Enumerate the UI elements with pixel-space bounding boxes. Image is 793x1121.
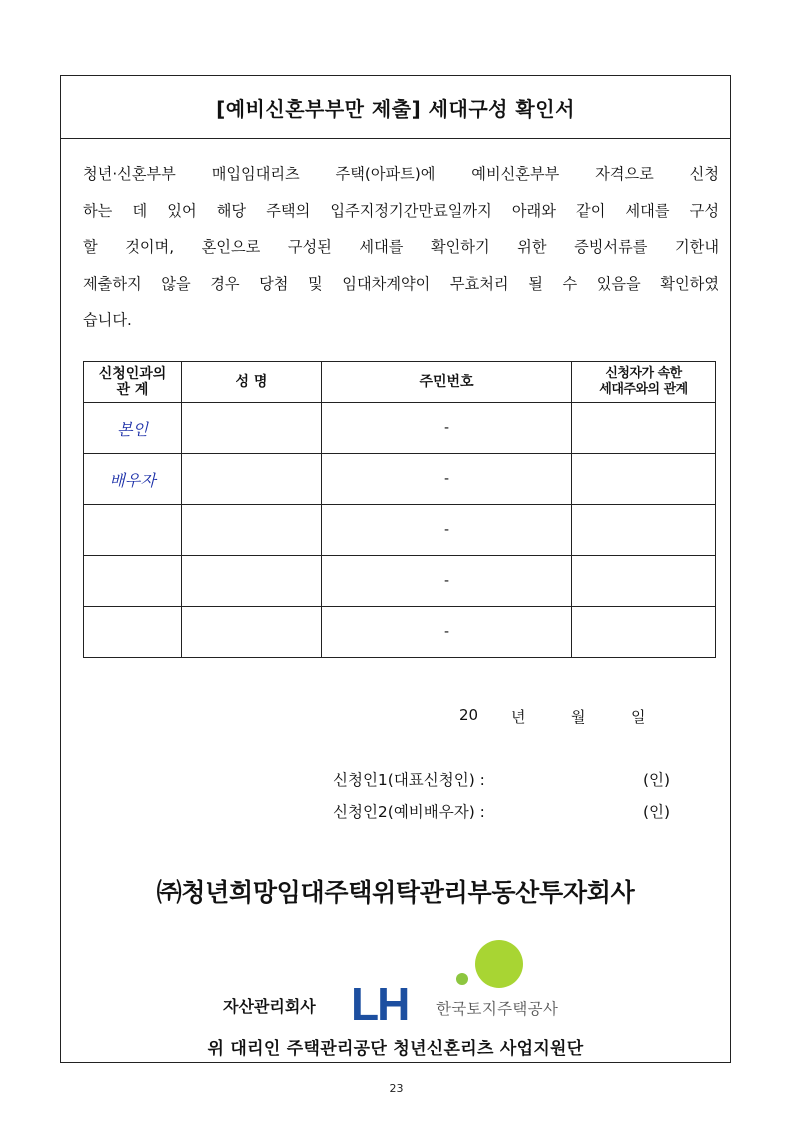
page-number: 23: [389, 1082, 404, 1095]
household-table: [83, 361, 716, 658]
date-day-label: 일: [631, 708, 646, 726]
document-title: [예비신혼부부만 제출] 세대구성 확인서: [216, 96, 575, 121]
date-century: 20: [459, 706, 479, 724]
applicant-2-label: 신청인2(예비배우자) :: [333, 803, 485, 821]
resident-number-cell[interactable]: -: [322, 607, 572, 658]
declaration-line: 하는 데 있어 해당 주택의 입주지정기간만료일까지 아래와 같이 세대를 구성: [83, 201, 719, 220]
household-relation-cell[interactable]: [572, 556, 716, 607]
header-resident-number: 주민번호: [322, 362, 572, 403]
applicant-2-seal: (인): [643, 803, 671, 821]
name-cell[interactable]: [182, 505, 322, 556]
header-household-relation: [572, 362, 716, 403]
table-row: [84, 556, 716, 607]
signature-date: [459, 706, 646, 727]
resident-number-cell[interactable]: -: [322, 403, 572, 454]
title-row: [61, 76, 730, 139]
header-relation-line2: 관 계: [116, 382, 149, 398]
table-row: [84, 454, 716, 505]
declaration-line: 청년·신혼부부 매입임대리츠 주택(아파트)에 예비신혼부부 자격으로 신청: [83, 165, 719, 183]
header-relation: [84, 362, 182, 403]
relation-cell: 배우자: [84, 454, 182, 505]
form-frame: [60, 75, 731, 1063]
household-relation-cell[interactable]: [572, 607, 716, 658]
relation-cell[interactable]: [84, 556, 182, 607]
lh-logo-letters: LH: [351, 978, 409, 1026]
household-relation-cell[interactable]: [572, 454, 716, 505]
date-year-label: 년: [511, 708, 526, 726]
applicant-1-seal: (인): [643, 771, 671, 789]
asset-manager-label: 자산관리회사: [223, 997, 316, 1016]
table-row: [84, 403, 716, 454]
household-relation-cell[interactable]: [572, 505, 716, 556]
relation-cell[interactable]: [84, 505, 182, 556]
household-relation-cell[interactable]: [572, 403, 716, 454]
table-header-row: [84, 362, 716, 403]
name-cell[interactable]: [182, 454, 322, 505]
table-row: [84, 505, 716, 556]
declaration-line: 습니다.: [83, 311, 132, 329]
company-name: ㈜청년희망임대주택위탁관리부동산투자회사: [156, 878, 635, 907]
agent-line: 위 대리인 주택관리공단 청년신혼리츠 사업지원단: [207, 1039, 584, 1059]
resident-number-cell[interactable]: -: [322, 454, 572, 505]
name-cell[interactable]: [182, 607, 322, 658]
header-household-line1: 신청자가 속한: [605, 366, 682, 381]
applicant-1-label: 신청인1(대표신청인) :: [333, 771, 485, 789]
name-cell[interactable]: [182, 556, 322, 607]
table-row: [84, 607, 716, 658]
resident-number-cell[interactable]: -: [322, 556, 572, 607]
relation-cell[interactable]: [84, 607, 182, 658]
relation-cell: 본인: [84, 403, 182, 454]
header-household-line2: 세대주와의 관계: [599, 382, 688, 397]
declaration-line: 제출하지 않을 경우 당첨 및 임대차계약이 무효처리 될 수 있음을 확인하였: [83, 274, 719, 293]
lh-logo-small-circle: [456, 973, 468, 985]
header-name: 성 명: [182, 362, 322, 403]
lh-company-name: 한국토지주택공사: [436, 1000, 559, 1018]
resident-number-cell[interactable]: -: [322, 505, 572, 556]
declaration-line: 할 것이며, 혼인으로 구성된 세대를 확인하기 위한 증빙서류를 기한내: [83, 238, 719, 256]
name-cell[interactable]: [182, 403, 322, 454]
date-month-label: 월: [571, 708, 586, 726]
lh-logo-large-circle: [475, 940, 523, 988]
header-relation-line1: 신청인과의: [98, 366, 167, 382]
declaration-text: [83, 156, 719, 339]
